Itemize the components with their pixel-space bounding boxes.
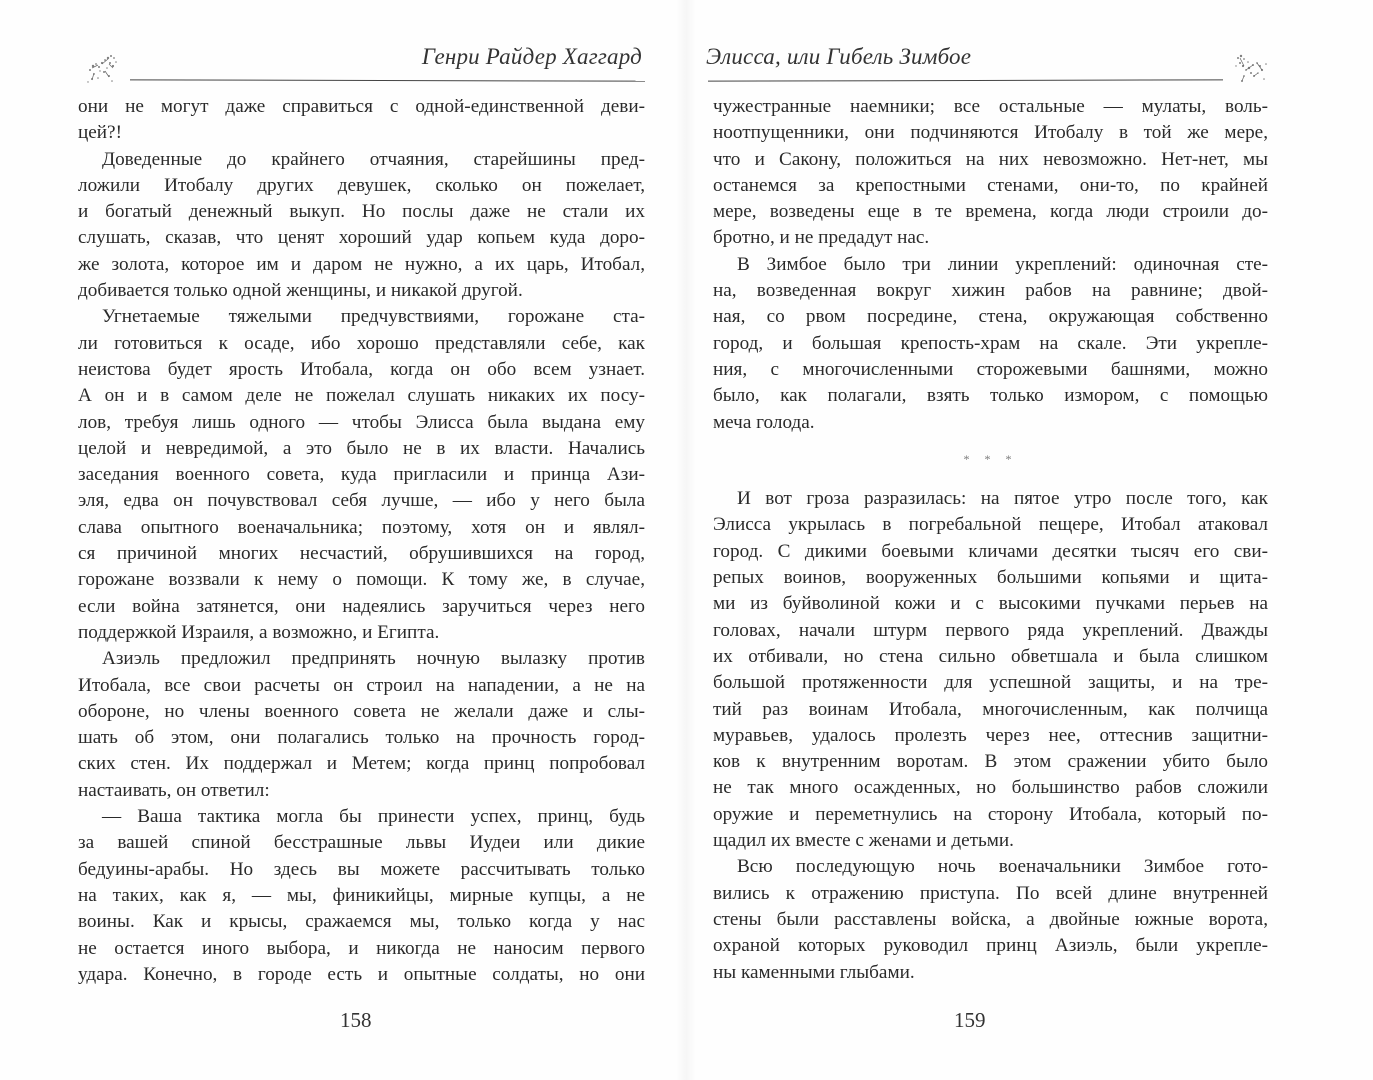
text-line: заседания военного совета, куда пригласили и принца Ази- [78, 464, 645, 486]
text-line: цей?! [78, 122, 122, 144]
text-line: ских стен. Их поддержал и Метем; когда принц попробовал [78, 753, 645, 775]
text-line: меча голода. [713, 411, 815, 433]
text-line: что и Сакону, положиться на них невозможно. Нет-нет, мы [713, 148, 1268, 170]
text-line: ная, со рвом посредине, стена, окружающая собственно [713, 306, 1268, 328]
text-line: город, и большая крепость-храм на скале. Эти укрепле- [713, 332, 1268, 354]
text-line: муравьев, удалось пролезть через нее, оттеснив защитни- [713, 724, 1268, 746]
text-line: чужестранные наемники; все остальные — мулаты, воль- [713, 96, 1268, 117]
text-line: целой и невредимой, а это было не в их власти. Начались [78, 437, 645, 459]
header-rule [130, 79, 645, 81]
text-line: бротно, и не предадут нас. [713, 227, 930, 249]
text-line: Итобала, все свои расчеты он строил на нападении, а не на [78, 674, 645, 696]
text-line: слава опытного военачальника; поэтому, хотя он и являл- [78, 516, 645, 538]
page-number: 159 [954, 1008, 986, 1032]
text-line: добивается только одной женщины, и никакой другой. [78, 280, 523, 302]
text-line: ноотпущенники, они подчиняются Итобалу в той же мере, [713, 122, 1268, 144]
text-line: шать об этом, они полагались только на прочность город- [78, 727, 645, 749]
text-line: — Ваша тактика могла бы принести успех, принц, будь [102, 806, 645, 828]
text-line: Азиэль предложил предпринять ночную вылазку против [102, 648, 645, 670]
text-line: стены были расставлены войска, а двойные южные ворота, [713, 908, 1268, 930]
text-line: и богатый денежный выкуп. Но послы даже не стали их [78, 201, 645, 223]
text-line: ли готовиться к осаде, ибо хорошо представляли себе, как [78, 332, 645, 354]
running-head-title: Элисса, или Гибель Зимбое [706, 44, 972, 69]
text-line: лов, требуя лишь одного — чтобы Элисса была выдана ему [78, 411, 645, 433]
text-line: большой протяженности для успешной защиты, и на тре- [713, 672, 1268, 694]
text-line: эля, едва он почувствовал себя лучше, — ибо у него была [78, 490, 645, 512]
text-line: на, возведенная вокруг хижин рабов на равнине; двой- [713, 280, 1268, 302]
right-page [686, 0, 1373, 1080]
page-number: 158 [340, 1008, 372, 1032]
text-line: ложили Итобалу других девушек, сколько он пожелает, [78, 174, 645, 196]
text-line: А он и в самом деле не пожелал слушать никаких их посу- [78, 385, 645, 407]
text-line: ков к внутренним воротам. В этом сражении убито было [713, 751, 1268, 773]
lion-vignette-icon [80, 46, 126, 86]
text-line: головах, начали штурм первого ряда укреплений. Дважды [713, 619, 1268, 641]
text-line: ми из буйволиной кожи и с высокими пучками перьев на [713, 593, 1268, 615]
text-line: было, как полагали, взять только измором, с помощью [713, 385, 1268, 407]
text-line: Всю последующую ночь военачальники Зимбое гото- [737, 856, 1268, 878]
text-line: удара. Конечно, в городе есть и опытные солдаты, но они [78, 963, 645, 985]
text-line: горожане воззвали к нему о помощи. К тому же, в случае, [78, 569, 645, 591]
left-page [0, 0, 686, 1080]
text-line: И вот гроза разразилась: на пятое утро после того, как [737, 488, 1268, 510]
text-line: неистова будет ярость Итобала, когда он обо всем узнает. [78, 358, 645, 380]
text-line: бедуины-арабы. Но здесь вы можете рассчитывать только [78, 858, 645, 880]
section-break-asterisks: * * * [963, 451, 1018, 466]
text-line: оружие и переметнулись на сторону Итобала, который по- [713, 803, 1268, 825]
text-line: не остается иного выбора, и никогда не наносим первого [78, 937, 645, 959]
text-line: воины. Как и крысы, сражаемся мы, только когда у нас [78, 911, 645, 933]
text-line: не так много осажденных, но большинство рабов сложили [713, 777, 1268, 799]
text-line: город. С дикими боевыми кличами десятки тысяч его сви- [713, 540, 1268, 562]
text-line: они не могут даже справиться с одной-единственной деви- [78, 96, 645, 117]
text-line: ся причиной многих несчастий, обрушившихся на город, [78, 543, 645, 565]
running-head-author: Генри Райдер Хаггард [421, 44, 642, 69]
left-page-body-text [78, 94, 645, 988]
text-line: Доведенные до крайнего отчаяния, старейшины пред- [102, 148, 645, 170]
text-line: обороне, но члены военного совета не желали даже и слы- [78, 700, 645, 722]
lion-vignette-icon [1226, 46, 1272, 86]
text-line: на таких, как я, — мы, финикийцы, мирные купцы, а не [78, 884, 645, 906]
text-line: слушать, сказав, что ценят хороший удар копьем куда доро- [78, 227, 645, 249]
text-line: вились к отражению приступа. По всей длине внутренней [713, 882, 1268, 904]
text-line: репых воинов, вооруженных большими копьями и щита- [713, 567, 1268, 589]
text-line: мере, возведены еще в те времена, когда люди строили до- [713, 201, 1268, 223]
text-line: за вашей спиной бесстрашные львы Иудеи или дикие [78, 832, 645, 854]
text-line: Угнетаемые тяжелыми предчувствиями, горожане ста- [102, 306, 645, 328]
text-line: охраной которых руководил принц Азиэль, были укрепле- [713, 935, 1268, 957]
text-line: настаивать, он ответил: [78, 779, 270, 801]
right-page-body-text [713, 94, 1268, 986]
text-line: ны каменными глыбами. [713, 961, 915, 983]
text-line: их отбивали, но стена сильно обветшала и была слишком [713, 645, 1268, 667]
text-line: В Зимбое было три линии укреплений: одиночная сте- [737, 253, 1268, 275]
text-line: щадил их вместе с женами и детьми. [713, 830, 1014, 852]
text-line: останемся за крепостными стенами, они-то, по крайней [713, 174, 1268, 196]
text-line: Элисса укрылась в погребальной пещере, Итобал атаковал [713, 514, 1268, 536]
text-line: тий раз воинам Итобала, многочисленным, как полчища [713, 698, 1268, 720]
text-line: ния, с многочисленными сторожевыми башнями, можно [713, 358, 1268, 380]
text-line: поддержкой Израиля, а возможно, и Египта. [78, 621, 440, 643]
text-line: если война затянется, они надеялись заручиться через него [78, 595, 645, 617]
text-line: же золота, которое им и даром не нужно, а их царь, Итобал, [78, 253, 645, 275]
header-rule [708, 79, 1223, 81]
